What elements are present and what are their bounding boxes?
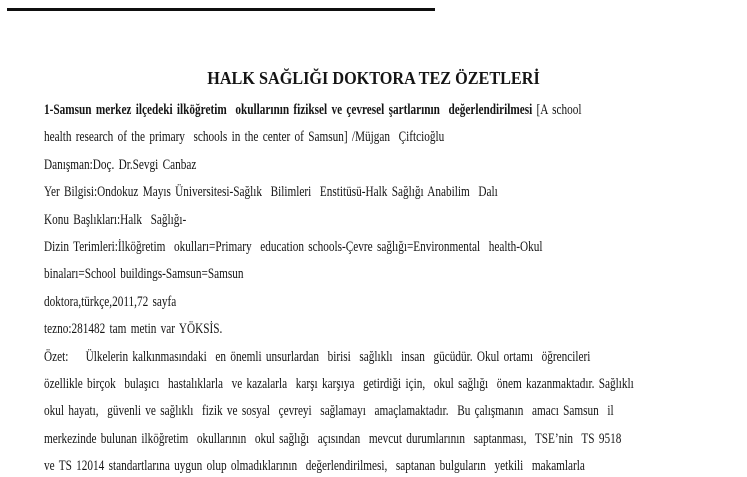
- thesis-title-english-start: [A school: [532, 102, 582, 118]
- document-body: [44, 97, 747, 477]
- scan-artifact-line: [7, 8, 435, 11]
- text-line: Yer Bilgisi:Ondokuz Mayıs Üniversitesi-Sağlık Bilimleri Enstitüsü-Halk Sağlığı Anabilim Dalı: [44, 184, 498, 201]
- page-title: HALK SAĞLIĞI DOKTORA TEZ ÖZETLERİ: [207, 68, 540, 88]
- text-line: Konu Başlıkları:Halk Sağlığı-: [44, 211, 187, 228]
- thesis-title-line: [44, 97, 582, 124]
- text-line: Özet: Ülkelerin kalkınmasındaki en önemli unsurlardan birisi sağlıklı insan gücüdür. Okul ortamı öğrencileri: [44, 348, 591, 365]
- text-line: health research of the primary schools in the center of Samsun] /Müjgan Çiftcioğlu: [44, 129, 445, 146]
- text-line: binaları=School buildings-Samsun=Samsun: [44, 266, 244, 283]
- text-line: tezno:281482 tam metin var YÖKSİS.: [44, 321, 223, 338]
- text-line: merkezinde bulunan ilköğretim okullarının okul sağlığı açısından mevcut durumlarının saptanması, TSE’nin TS 9518: [44, 430, 622, 447]
- text-line: Dizin Terimleri:İlköğretim okulları=Primary education schools-Çevre sağlığı=Environmental health-Okul: [44, 238, 543, 255]
- text-line: ve TS 12014 standartlarına uygun olup olmadıklarının değerlendirilmesi, saptanan bulguların yetkili makamlarla: [44, 458, 585, 475]
- text-line: özellikle birçok bulaşıcı hastalıklarla ve kazalarla karşı karşıya getirdiği için, okul sağlığı önem kazanmaktadır. Sağlıklı: [44, 375, 634, 392]
- document-lines: [44, 124, 747, 477]
- text-line: doktora,türkçe,2011,72 sayfa: [44, 293, 177, 310]
- text-line: Danışman:Doç. Dr.Sevgi Canbaz: [44, 156, 197, 173]
- text-line: okul hayatı, güvenli ve sağlıklı fizik ve sosyal çevreyi sağlamayı amaçlamaktadır. Bu çalışmanın amacı Samsun il: [44, 403, 614, 420]
- thesis-title-turkish: 1-Samsun merkez ilçedeki ilköğretim okullarının fiziksel ve çevresel şartlarının değerlendirilmesi: [44, 102, 533, 118]
